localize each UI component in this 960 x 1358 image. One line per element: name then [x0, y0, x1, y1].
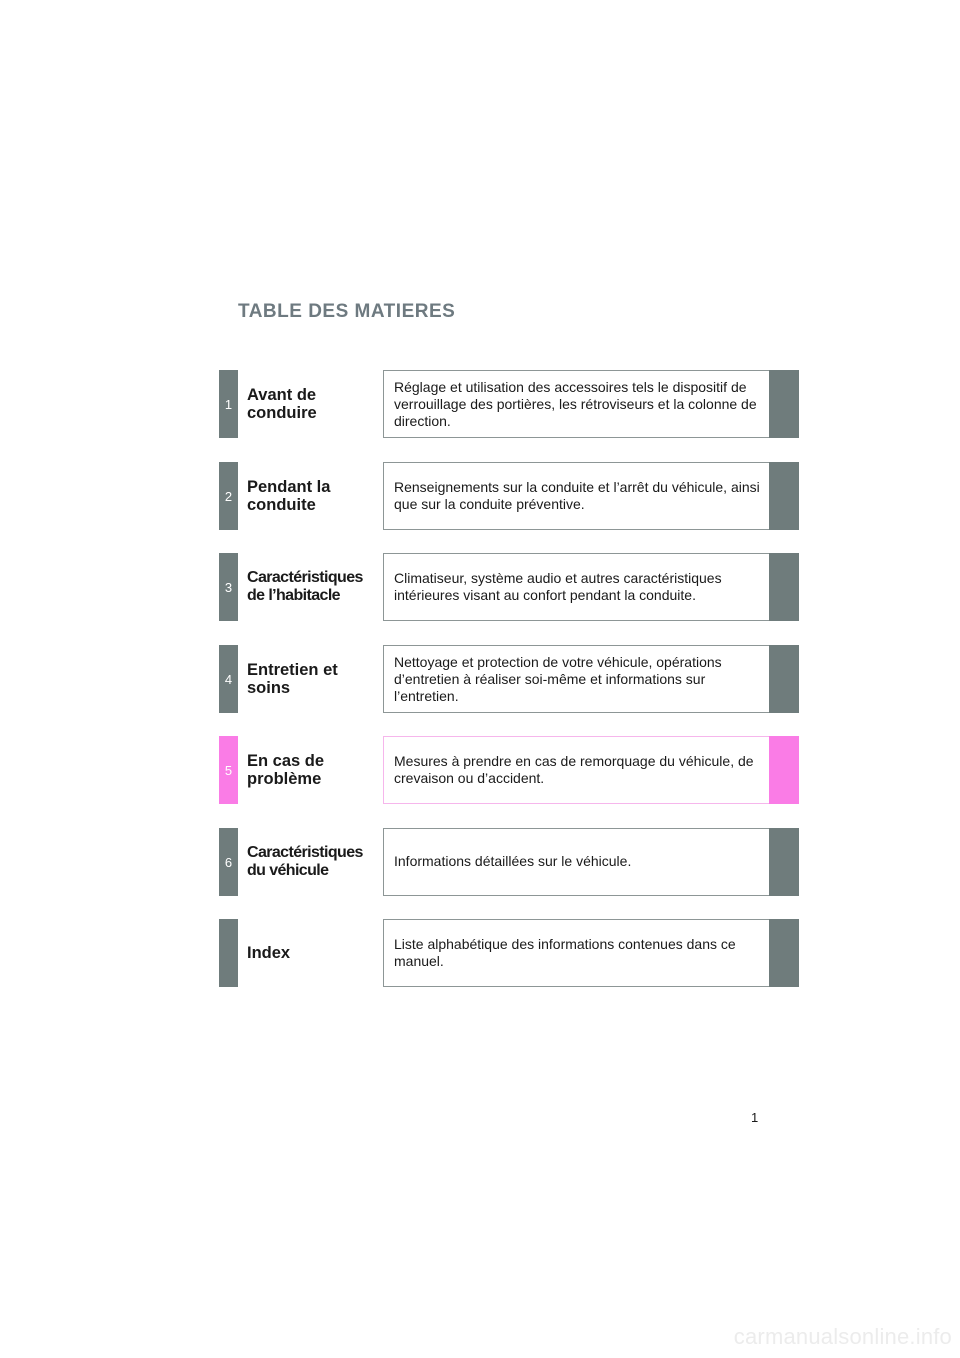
thumb-index-tab[interactable] [769, 370, 799, 438]
section-description: Nettoyage et protection de votre véhicule, opérations d’entretien à réaliser soi-même et informations sur l’entretien. [383, 645, 769, 713]
section-number-tab[interactable]: 6 [219, 828, 238, 896]
section-title[interactable]: Caractéristiques de l’habitacle [247, 569, 363, 604]
section-title[interactable]: Avant de conduire [247, 386, 317, 422]
thumb-index-tab[interactable] [769, 919, 799, 987]
section-title[interactable]: Entretien et soins [247, 661, 338, 697]
section-number-tab[interactable]: 3 [219, 553, 238, 621]
section-description: Renseignements sur la conduite et l’arrêt du véhicule, ainsi que sur la conduite préventive. [383, 462, 769, 530]
section-number-tab[interactable] [219, 919, 238, 987]
toc-row-pendant-la-conduite[interactable] [219, 462, 799, 530]
section-number-tab[interactable]: 2 [219, 462, 238, 530]
section-title[interactable]: Caractéristiques du véhicule [247, 844, 363, 879]
page-number: 1 [751, 1110, 759, 1125]
watermark: carmanualsonline.info [733, 1324, 952, 1349]
thumb-index-tab[interactable] [769, 462, 799, 530]
toc-row-caracteristiques-vehicule[interactable] [219, 828, 799, 896]
section-number-tab[interactable]: 1 [219, 370, 238, 438]
section-description: Mesures à prendre en cas de remorquage du véhicule, de crevaison ou d’accident. [383, 736, 769, 804]
thumb-index-tab[interactable] [769, 553, 799, 621]
thumb-index-tab[interactable] [769, 828, 799, 896]
toc-row-en-cas-de-probleme[interactable] [219, 736, 799, 804]
thumb-index-tab[interactable] [769, 645, 799, 713]
section-title[interactable]: Pendant la conduite [247, 478, 331, 514]
toc-row-caracteristiques-habitacle[interactable] [219, 553, 799, 621]
section-title[interactable]: En cas de problème [247, 752, 325, 788]
thumb-index-tab[interactable] [769, 736, 799, 804]
section-number-tab[interactable]: 4 [219, 645, 238, 713]
section-description: Réglage et utilisation des accessoires tels le dispositif de verrouillage des portières, les rétroviseurs et la colonne de direction. [383, 370, 769, 438]
section-description: Liste alphabétique des informations contenues dans ce manuel. [383, 919, 769, 987]
section-description: Informations détaillées sur le véhicule. [383, 828, 769, 896]
section-title[interactable]: Index [247, 944, 291, 962]
section-description: Climatiseur, système audio et autres caractéristiques intérieures visant au confort pendant la conduite. [383, 553, 769, 621]
toc-row-index[interactable] [219, 919, 799, 987]
toc-row-entretien-et-soins[interactable] [219, 645, 799, 713]
page-title: TABLE DES MATIERES [238, 301, 456, 322]
toc-row-avant-de-conduire[interactable] [219, 370, 799, 438]
section-number-tab[interactable]: 5 [219, 736, 238, 804]
